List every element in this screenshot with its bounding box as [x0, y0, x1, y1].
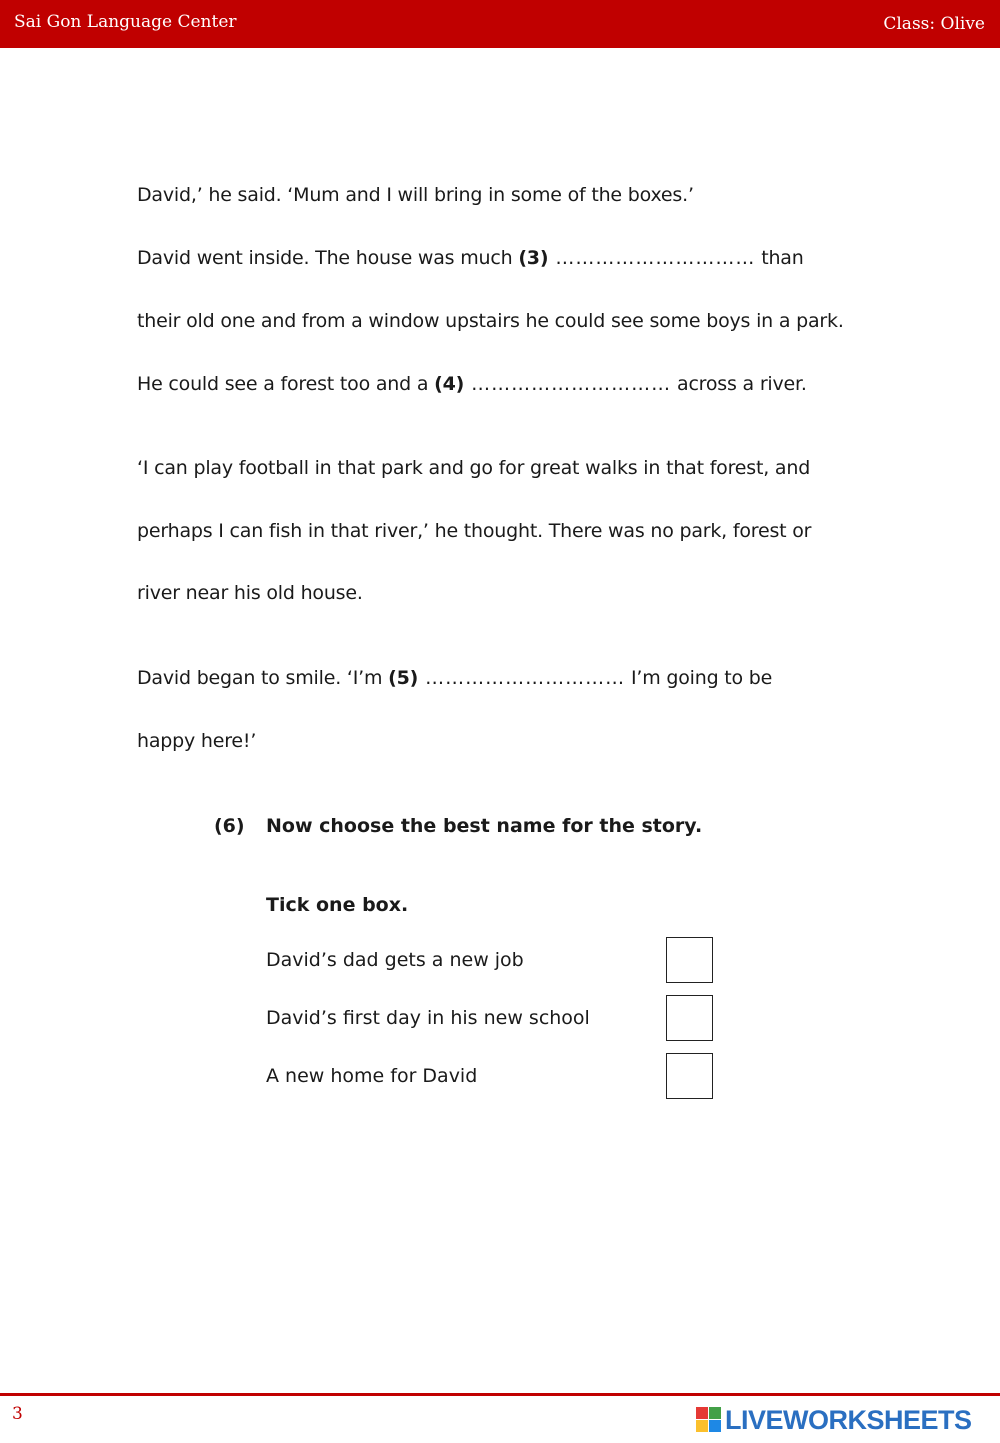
story-line [137, 246, 804, 270]
blank-number: (3) [518, 247, 549, 269]
question-6 [214, 815, 702, 837]
blank-number: (4) [434, 373, 465, 395]
answer-blank-3[interactable]: ………………………… [548, 247, 756, 269]
story-line [137, 666, 772, 690]
story-text: David went inside. The house was much [137, 247, 519, 269]
center-name: Sai Gon Language Center [14, 12, 237, 32]
header-bar [0, 0, 1000, 48]
story-text: across a river. [671, 373, 807, 395]
story-line: David,’ he said. ‘Mum and I will bring in some of the boxes.’ [137, 184, 694, 206]
option-label: David’s first day in his new school [266, 1007, 590, 1029]
answer-blank-5[interactable]: ………………………… [418, 667, 626, 689]
story-text: David began to smile. ‘I’m [137, 667, 389, 689]
story-line: their old one and from a window upstairs he could see some boys in a park. [137, 310, 844, 332]
story-line: perhaps I can fish in that river,’ he thought. There was no park, forest or [137, 520, 812, 542]
class-label: Class: Olive [883, 14, 985, 34]
brand-name: LIVEWORKSHEETS [725, 1404, 972, 1435]
option-checkbox[interactable] [666, 1053, 713, 1099]
option-label: David’s dad gets a new job [266, 949, 524, 971]
story-line: happy here!’ [137, 730, 257, 752]
option-label: A new home for David [266, 1065, 478, 1087]
story-text: than [755, 247, 804, 269]
option-checkbox[interactable] [666, 995, 713, 1041]
story-line: river near his old house. [137, 582, 363, 604]
liveworksheets-icon [696, 1407, 722, 1433]
story-line [137, 372, 807, 396]
question-instruction: Tick one box. [266, 894, 409, 916]
question-number: (6) [214, 815, 245, 837]
story-line: ‘I can play football in that park and go for great walks in that forest, and [137, 457, 811, 479]
brand-logo [696, 1405, 972, 1435]
story-text: I’m going to be [625, 667, 773, 689]
question-prompt: Now choose the best name for the story. [266, 815, 703, 837]
page-number: 3 [12, 1404, 23, 1424]
option-checkbox[interactable] [666, 937, 713, 983]
footer-rule [0, 1393, 1000, 1396]
story-text: He could see a forest too and a [137, 373, 435, 395]
blank-number: (5) [388, 667, 419, 689]
answer-blank-4[interactable]: ………………………… [464, 373, 672, 395]
